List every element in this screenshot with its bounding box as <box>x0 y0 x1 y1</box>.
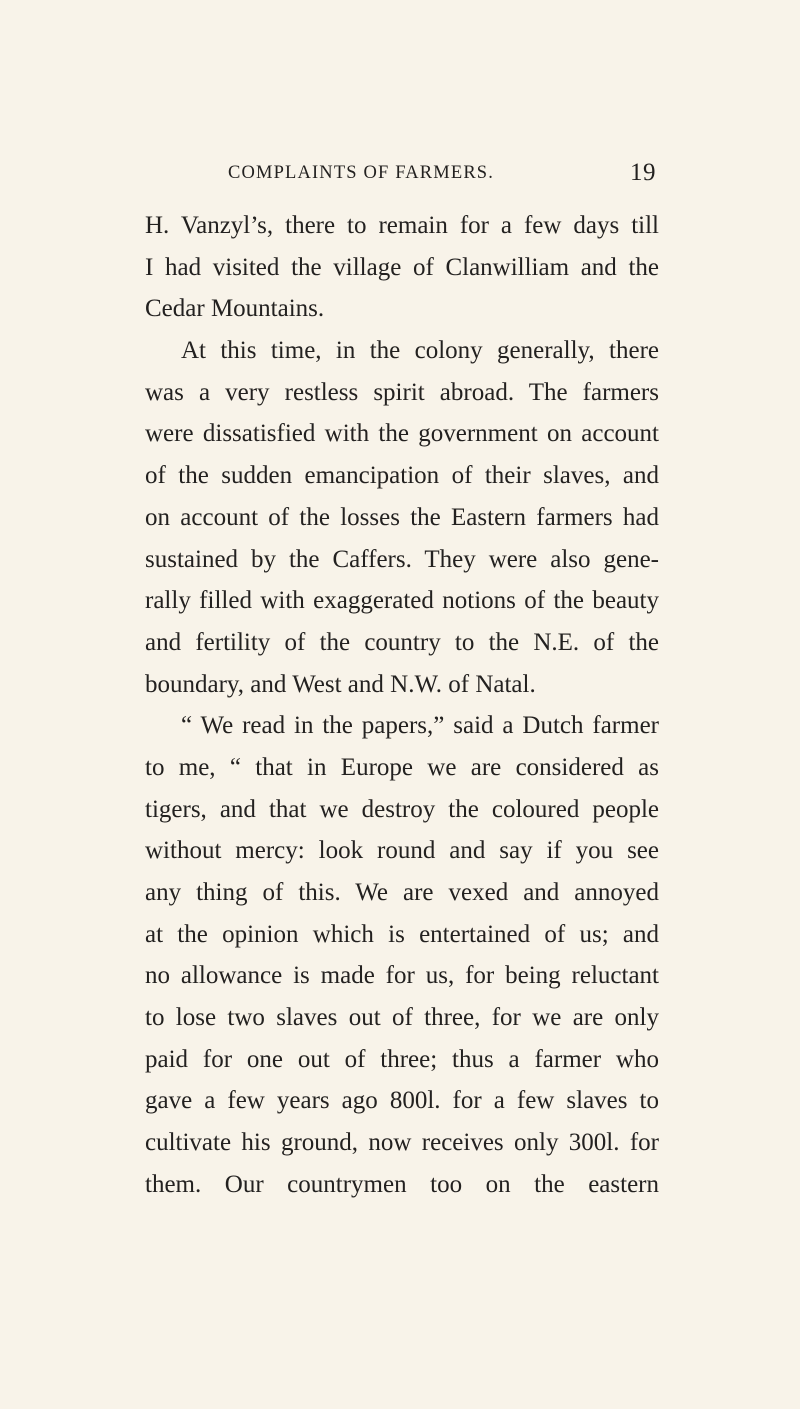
text-line: gave a few years ago 800l. for a few slaves to <box>145 1087 659 1115</box>
text-line: to me, “ that in Europe we are considered as <box>145 753 659 781</box>
page-header <box>200 159 656 193</box>
text-line: Cedar Mountains. <box>145 295 325 323</box>
text-line: of the sudden emancipation of their slaves, and <box>145 462 659 490</box>
text-line: on account of the losses the Eastern farmers had <box>145 503 659 531</box>
text-line: cultivate his ground, now receives only 300l. for <box>145 1129 659 1157</box>
text-line: At this time, in the colony generally, there <box>181 337 659 365</box>
text-line: paid for one out of three; thus a farmer who <box>145 1045 659 1073</box>
text-line: sustained by the Caffers. They were also gene- <box>145 545 659 573</box>
text-line: without mercy: look round and say if you see <box>145 837 659 865</box>
text-line: tigers, and that we destroy the coloured people <box>145 795 659 823</box>
text-line: at the opinion which is entertained of us; and <box>145 920 659 948</box>
text-line: no allowance is made for us, for being reluctant <box>145 962 659 990</box>
body-text <box>145 205 659 1206</box>
page-number: 19 <box>630 159 656 186</box>
running-head: COMPLAINTS OF FARMERS. <box>228 163 495 183</box>
text-line: H. Vanzyl’s, there to remain for a few days till <box>145 212 659 239</box>
text-line: any thing of this. We are vexed and annoyed <box>145 879 659 906</box>
text-line: them. Our countrymen too on the eastern <box>145 1170 659 1198</box>
text-line: was a very restless spirit abroad. The farmers <box>145 378 659 406</box>
text-line: were dissatisfied with the government on account <box>145 420 659 448</box>
text-line: and fertility of the country to the N.E. of the <box>145 628 659 656</box>
text-line: I had visited the village of Clanwilliam and the <box>145 253 659 281</box>
text-line: rally filled with exaggerated notions of the beauty <box>145 587 659 615</box>
text-line: “ We read in the papers,” said a Dutch farmer <box>181 712 659 740</box>
text-line: boundary, and West and N.W. of Natal. <box>145 670 536 698</box>
text-line: to lose two slaves out of three, for we are only <box>145 1004 659 1032</box>
